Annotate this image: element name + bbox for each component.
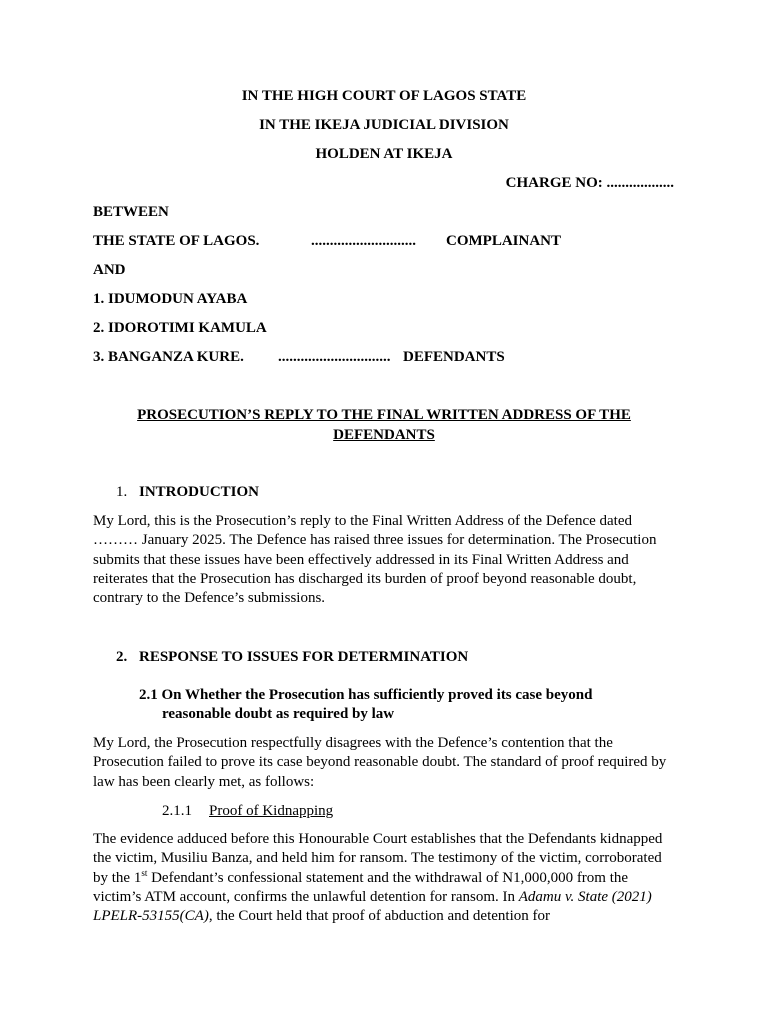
section-2-heading: RESPONSE TO ISSUES FOR DETERMINATION	[139, 649, 469, 665]
defendant-3: 3. BANGANZA KURE.	[93, 349, 244, 365]
defendants-role: DEFENDANTS	[403, 349, 505, 365]
complainant-role: COMPLAINANT	[446, 233, 561, 249]
division-heading: IN THE IKEJA JUDICIAL DIVISION	[259, 117, 509, 133]
subsection-2-1-1-number: 2.1.1	[162, 803, 192, 819]
complainant-dots: ............................	[311, 233, 416, 249]
defendant-1: 1. IDUMODUN AYABA	[93, 291, 248, 307]
document-title-line-1: PROSECUTION’S REPLY TO THE FINAL WRITTEN ADDRESS OF THE	[137, 407, 631, 423]
defendant-2: 2. IDOROTIMI KAMULA	[93, 320, 267, 336]
introduction-paragraph: My Lord, this is the Prosecution’s reply to the Final Written Address of the Defence dated ……… January 2025. The Defence has raised three issues for determination. The Prosecution submits that these issues have been effectively addressed in its Final Written Address and reiterates that the Prosecution has discharged its burden of proof beyond reasonable doubt, contrary to the Defence’s submissions.	[93, 513, 657, 607]
evidence-text-part-3: , the Court held that proof of abduction and detention for	[208, 908, 550, 925]
charge-number: CHARGE NO: ..................	[505, 175, 674, 191]
evidence-paragraph	[93, 830, 678, 926]
subsection-2-1-heading-line-2: reasonable doubt as required by law	[162, 706, 395, 722]
section-1-heading: INTRODUCTION	[139, 484, 260, 500]
section-2-number: 2.	[116, 649, 128, 665]
subsection-2-1-1-heading: Proof of Kidnapping	[209, 803, 334, 819]
case-citation: Adamu v. State (2021) LPELR-53155(CA)	[93, 888, 652, 925]
response-paragraph: My Lord, the Prosecution respectfully disagrees with the Defence’s contention that the Prosecution failed to prove its case beyond reasonable doubt. The standard of proof required by law has been clearly met, as follows:	[93, 735, 667, 790]
document-title-line-2: DEFENDANTS	[333, 427, 435, 443]
evidence-text-part-1: The evidence adduced before this Honourable Court establishes that the Defendants kidnapped the victim, Musiliu Banza, and held him for ransom. The testimony of the victim, corroborated by the 1	[93, 831, 663, 886]
ordinal-superscript: st	[141, 867, 148, 878]
and-label: AND	[93, 262, 126, 278]
subsection-2-1-heading-line-1: 2.1 On Whether the Prosecution has sufficiently proved its case beyond	[139, 687, 593, 703]
holden-heading: HOLDEN AT IKEJA	[315, 146, 453, 162]
evidence-text-part-2: Defendant’s confessional statement and the withdrawal of N1,000,000 from the victim’s ATM account, confirms the unlawful detention for ransom. In	[93, 869, 629, 905]
between-label: BETWEEN	[93, 204, 169, 220]
court-heading: IN THE HIGH COURT OF LAGOS STATE	[241, 88, 527, 104]
section-1-number: 1.	[116, 484, 128, 500]
complainant-name: THE STATE OF LAGOS.	[93, 233, 260, 249]
defendants-dots: ..............................	[278, 349, 391, 365]
